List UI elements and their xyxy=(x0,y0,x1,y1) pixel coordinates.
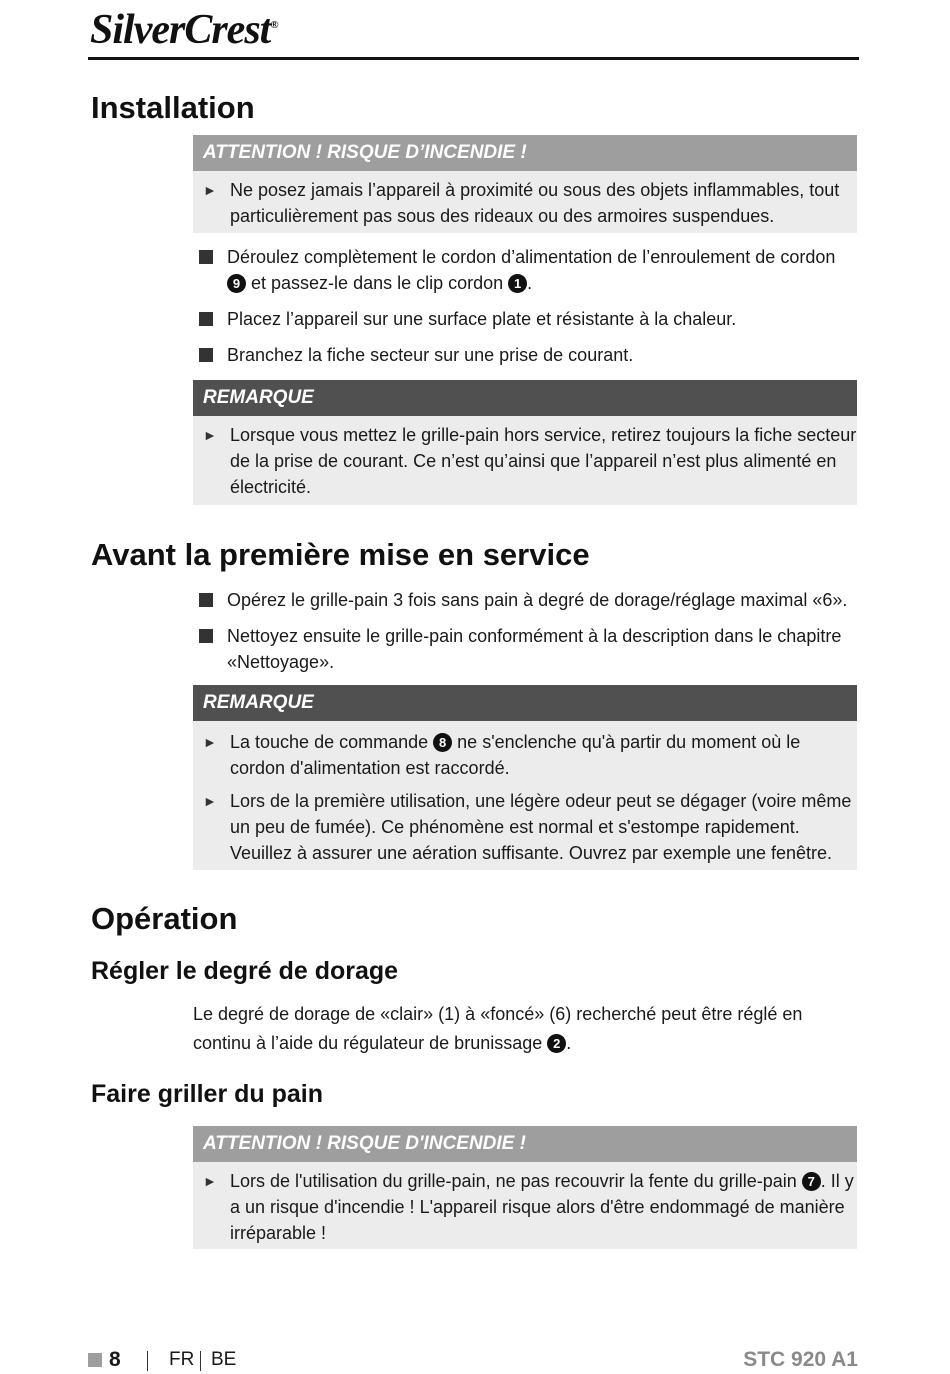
first-use-step: Opérez le grille-pain 3 fois sans pain à degré de dorage/réglage maximal «6». xyxy=(199,587,859,613)
footer-divider xyxy=(200,1351,201,1371)
note-box-installation xyxy=(193,380,857,505)
installation-steps xyxy=(199,244,859,368)
installation-step: Déroulez complètement le cordon d’alimentation de l’enroulement de cordon 9 et passez-le dans le clip cordon 1 . xyxy=(199,244,859,296)
subsection-title-toasting: Faire griller du pain xyxy=(91,1080,323,1108)
installation-step: Placez l’appareil sur une surface plate et résistante à la chaleur. xyxy=(199,306,859,332)
subsection-title-browning: Régler le degré de dorage xyxy=(91,957,399,985)
warning-heading: ATTENTION ! RISQUE D'INCENDIE ! xyxy=(193,1126,857,1162)
warning-box-installation xyxy=(193,135,857,233)
installation-step: Branchez la fiche secteur sur une prise de courant. xyxy=(199,342,859,368)
square-bullet-icon xyxy=(199,312,213,326)
square-bullet-icon xyxy=(199,348,213,362)
note-item: ► La touche de commande 8 ne s'enclenche qu'à partir du moment où le cordon d'alimentation est raccordé. xyxy=(193,729,857,781)
footer-country: BE xyxy=(211,1349,237,1370)
brand-name: SilverCrest xyxy=(90,7,271,53)
footer-language: FR xyxy=(169,1349,195,1370)
warning-item xyxy=(193,177,857,229)
part-number-badge: 9 xyxy=(227,274,246,293)
model-number: STC 920 A1 xyxy=(743,1348,858,1371)
section-title-operation: Opération xyxy=(91,901,238,936)
square-bullet-icon xyxy=(199,593,213,607)
arrow-right-icon: ► xyxy=(203,734,217,750)
warning-heading: ATTENTION ! RISQUE D’INCENDIE ! xyxy=(193,135,857,171)
first-use-steps xyxy=(199,587,859,675)
note-item: ► Lorsque vous mettez le grille-pain hors service, retirez toujours la fiche secteur de la prise de courant. Ce n’est qu’ainsi que l’appareil n’est plus alimenté en électricité. xyxy=(193,422,857,500)
warning-item: ► Lors de l'utilisation du grille-pain, ne pas recouvrir la fente du grille-pain 7 . Il y a un risque d'incendie ! L'appareil risque alors d'être endommagé de manière irréparable ! xyxy=(193,1168,857,1246)
square-bullet-icon xyxy=(199,250,213,264)
note-item: ► Lors de la première utilisation, une légère odeur peut se dégager (voire même un peu de fumée). Ce phénomène est normal et s'estompe rapidement. Veuillez à assurer une aération suffisante. Ouvrez par exemple une fenêtre. xyxy=(193,788,857,866)
section-title-first-use: Avant la première mise en service xyxy=(91,537,590,572)
browning-paragraph: Le degré de dorage de «clair» (1) à «foncé» (6) recherché peut être réglé en continu à l’aide du régulateur de brunissage 2 . xyxy=(193,1004,803,1053)
part-number-badge: 1 xyxy=(508,274,527,293)
page-footer xyxy=(88,1348,858,1374)
part-number-badge: 7 xyxy=(802,1172,821,1191)
part-number-badge: 2 xyxy=(547,1034,566,1053)
brand-logo xyxy=(90,6,278,54)
part-number-badge: 8 xyxy=(433,733,452,752)
first-use-step: Nettoyez ensuite le grille-pain conformément à la description dans le chapitre «Nettoyage». xyxy=(199,623,859,675)
note-box-first-use xyxy=(193,685,857,870)
page-number: 8 xyxy=(109,1348,121,1371)
note-heading: REMARQUE xyxy=(193,685,857,721)
registered-mark: ® xyxy=(270,19,278,31)
arrow-right-icon: ► xyxy=(203,182,217,198)
section-title-installation: Installation xyxy=(91,90,255,125)
arrow-right-icon: ► xyxy=(203,793,217,809)
footer-square-icon xyxy=(88,1353,102,1367)
arrow-right-icon: ► xyxy=(203,1173,217,1189)
square-bullet-icon xyxy=(199,629,213,643)
warning-box-toasting xyxy=(193,1126,857,1249)
footer-divider xyxy=(147,1351,148,1371)
warning-item-text: Ne posez jamais l’appareil à proximité ou sous des objets inflammables, tout particulièrement pas sous des rideaux ou des armoires suspendues. xyxy=(230,180,840,226)
header-rule xyxy=(88,57,859,60)
arrow-right-icon: ► xyxy=(203,427,217,443)
note-heading: REMARQUE xyxy=(193,380,857,416)
